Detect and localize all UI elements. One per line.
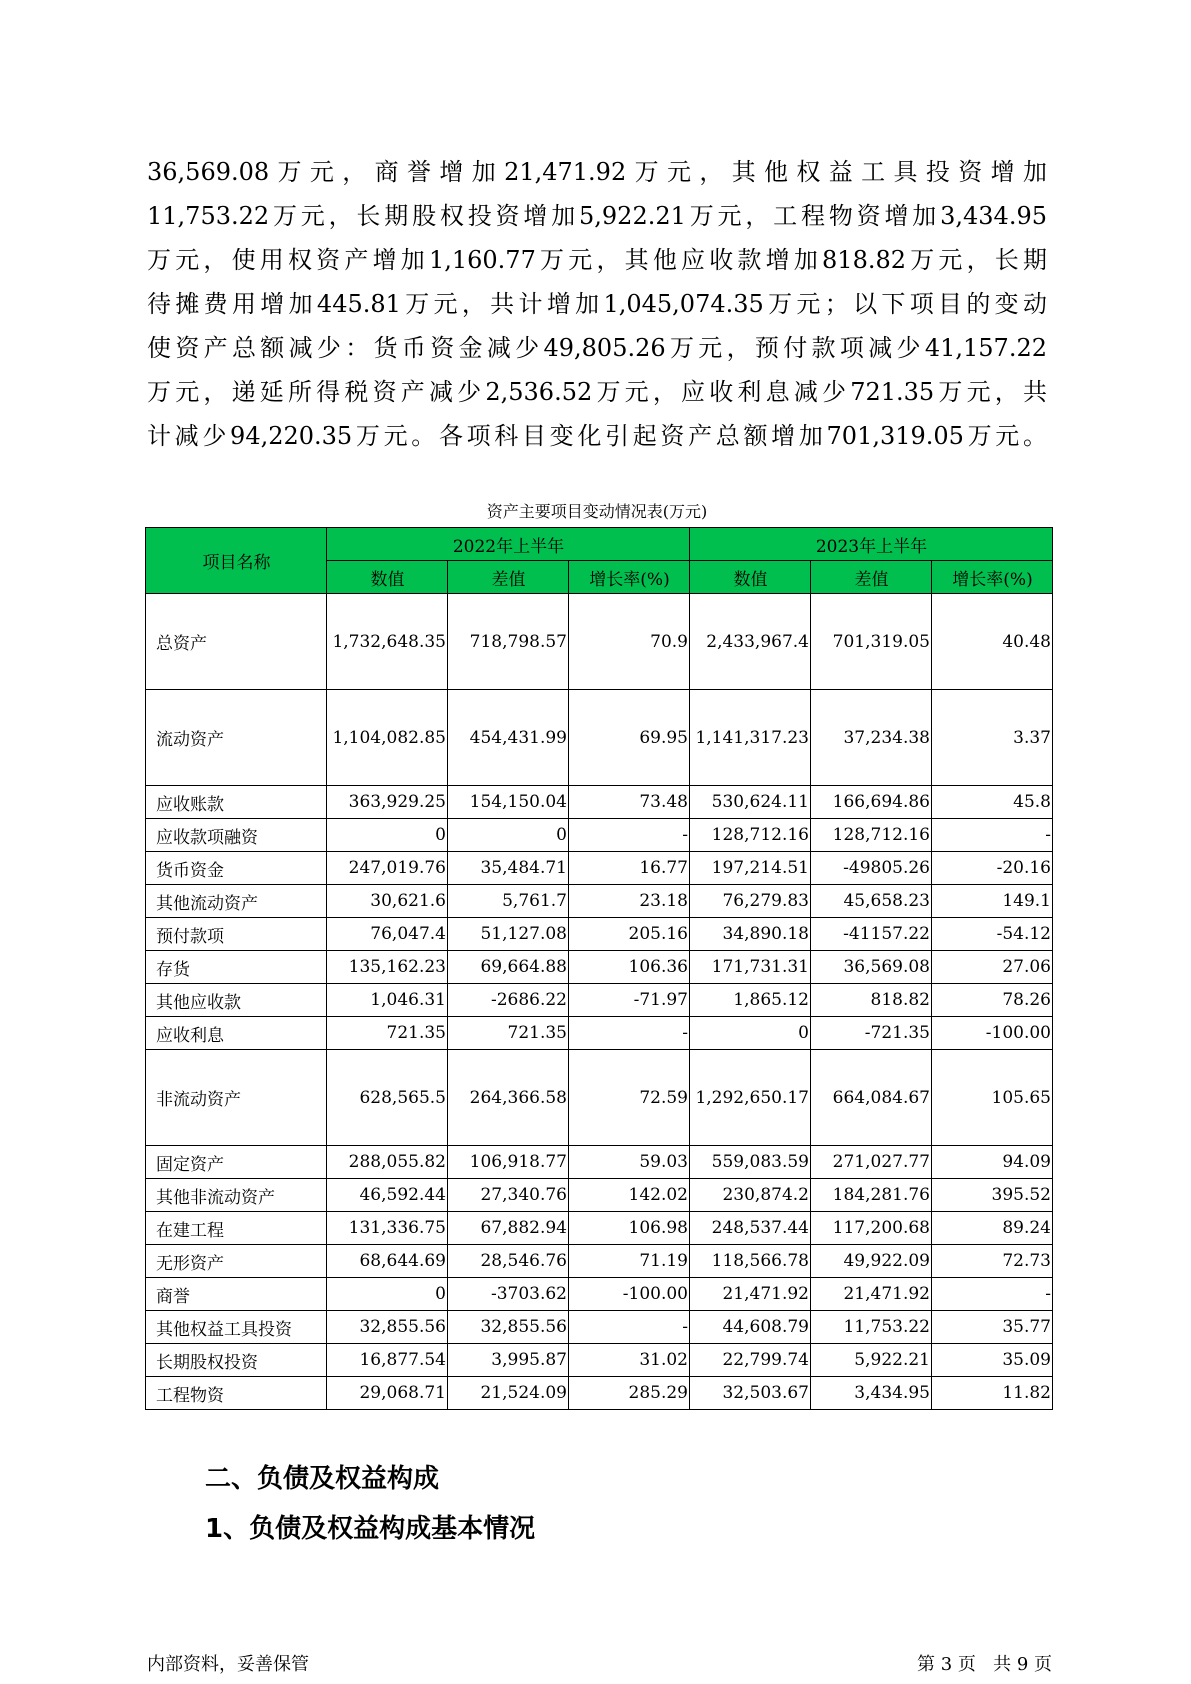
cell-diff-2023: 701,319.05 [811,594,932,690]
table-row [146,918,1053,951]
cell-diff-2023: -721.35 [811,1017,932,1050]
header-growth: 增长率(%) [932,561,1053,594]
cell-growth-2022: - [569,1017,690,1050]
cell-growth-2023: 105.65 [932,1050,1053,1146]
cell-diff-2022: 27,340.76 [448,1179,569,1212]
cell-growth-2022: 72.59 [569,1050,690,1146]
cell-value-2023: 128,712.16 [690,819,811,852]
table-row [146,1212,1053,1245]
cell-value-2022: 721.35 [327,1017,448,1050]
cell-diff-2023: 664,084.67 [811,1050,932,1146]
cell-growth-2023: - [932,819,1053,852]
paragraph-line: 计减少94,220.35万元。各项科目变化引起资产总额增加701,319.05万元。 [147,422,1047,450]
footer-confidential-note: 内部资料，妥善保管 [147,1654,309,1675]
table-row [146,1311,1053,1344]
cell-diff-2023: 184,281.76 [811,1179,932,1212]
cell-value-2022: 32,855.56 [327,1311,448,1344]
cell-growth-2022: 70.9 [569,594,690,690]
cell-value-2022: 76,047.4 [327,918,448,951]
cell-growth-2022: 16.77 [569,852,690,885]
cell-diff-2022: 454,431.99 [448,690,569,786]
cell-value-2022: 288,055.82 [327,1146,448,1179]
row-label: 存货 [146,951,327,984]
table-row [146,819,1053,852]
table-row [146,1017,1053,1050]
cell-diff-2023: 37,234.38 [811,690,932,786]
cell-diff-2022: 32,855.56 [448,1311,569,1344]
cell-diff-2023: 49,922.09 [811,1245,932,1278]
cell-growth-2023: 78.26 [932,984,1053,1017]
paragraph-line: 11,753.22万元，长期股权投资增加5,922.21万元，工程物资增加3,434.95 [147,202,1047,230]
row-label: 应收款项融资 [146,819,327,852]
table-row [146,885,1053,918]
row-label: 工程物资 [146,1377,327,1410]
cell-growth-2023: -54.12 [932,918,1053,951]
cell-diff-2023: 271,027.77 [811,1146,932,1179]
cell-growth-2022: - [569,1311,690,1344]
header-value: 数值 [690,561,811,594]
cell-diff-2023: 3,434.95 [811,1377,932,1410]
cell-value-2022: 0 [327,819,448,852]
cell-value-2022: 1,732,648.35 [327,594,448,690]
cell-growth-2022: 205.16 [569,918,690,951]
cell-value-2022: 135,162.23 [327,951,448,984]
header-period-2023: 2023年上半年 [690,528,1053,561]
cell-diff-2022: -3703.62 [448,1278,569,1311]
cell-growth-2023: 395.52 [932,1179,1053,1212]
cell-value-2022: 628,565.5 [327,1050,448,1146]
cell-growth-2022: 142.02 [569,1179,690,1212]
cell-value-2023: 44,608.79 [690,1311,811,1344]
cell-value-2022: 131,336.75 [327,1212,448,1245]
asset-change-table [145,527,1053,1410]
cell-value-2023: 0 [690,1017,811,1050]
cell-growth-2022: 69.95 [569,690,690,786]
table-row [146,951,1053,984]
cell-value-2023: 22,799.74 [690,1344,811,1377]
table-row [146,786,1053,819]
header-growth: 增长率(%) [569,561,690,594]
table-row [146,1278,1053,1311]
cell-growth-2023: 35.09 [932,1344,1053,1377]
cell-growth-2022: -100.00 [569,1278,690,1311]
row-label: 其他应收款 [146,984,327,1017]
paragraph-line: 万元，递延所得税资产减少2,536.52万元，应收利息减少721.35万元，共 [147,378,1047,406]
table-body [146,594,1053,1410]
header-period-2022: 2022年上半年 [327,528,690,561]
cell-growth-2023: 89.24 [932,1212,1053,1245]
row-label: 非流动资产 [146,1050,327,1146]
row-label: 无形资产 [146,1245,327,1278]
cell-value-2023: 1,141,317.23 [690,690,811,786]
cell-growth-2022: 106.98 [569,1212,690,1245]
cell-growth-2023: 27.06 [932,951,1053,984]
cell-diff-2022: -2686.22 [448,984,569,1017]
cell-value-2023: 118,566.78 [690,1245,811,1278]
cell-diff-2022: 21,524.09 [448,1377,569,1410]
paragraph-line: 36,569.08万元，商誉增加21,471.92万元，其他权益工具投资增加 [147,158,1047,186]
cell-value-2022: 0 [327,1278,448,1311]
cell-growth-2022: 31.02 [569,1344,690,1377]
paragraph-line: 万元，使用权资产增加1,160.77万元，其他应收款增加818.82万元，长期 [147,246,1047,274]
cell-diff-2022: 5,761.7 [448,885,569,918]
cell-growth-2023: 149.1 [932,885,1053,918]
cell-value-2022: 16,877.54 [327,1344,448,1377]
row-label: 在建工程 [146,1212,327,1245]
cell-growth-2022: 285.29 [569,1377,690,1410]
cell-value-2022: 1,046.31 [327,984,448,1017]
cell-growth-2023: 40.48 [932,594,1053,690]
cell-value-2022: 363,929.25 [327,786,448,819]
cell-diff-2022: 0 [448,819,569,852]
table-row [146,852,1053,885]
cell-value-2023: 230,874.2 [690,1179,811,1212]
row-label: 固定资产 [146,1146,327,1179]
table-row [146,984,1053,1017]
cell-growth-2022: 73.48 [569,786,690,819]
cell-value-2022: 247,019.76 [327,852,448,885]
row-label: 应收账款 [146,786,327,819]
cell-diff-2022: 35,484.71 [448,852,569,885]
table-row [146,1050,1053,1146]
section-heading: 二、负债及权益构成 [205,1464,440,1494]
cell-growth-2022: - [569,819,690,852]
cell-value-2023: 248,537.44 [690,1212,811,1245]
cell-growth-2022: 71.19 [569,1245,690,1278]
cell-diff-2022: 3,995.87 [448,1344,569,1377]
cell-value-2023: 197,214.51 [690,852,811,885]
cell-value-2023: 559,083.59 [690,1146,811,1179]
cell-diff-2023: 818.82 [811,984,932,1017]
cell-diff-2023: 128,712.16 [811,819,932,852]
cell-value-2023: 2,433,967.4 [690,594,811,690]
cell-value-2023: 21,471.92 [690,1278,811,1311]
cell-diff-2022: 69,664.88 [448,951,569,984]
row-label: 流动资产 [146,690,327,786]
cell-growth-2022: 23.18 [569,885,690,918]
cell-diff-2023: 5,922.21 [811,1344,932,1377]
cell-diff-2022: 718,798.57 [448,594,569,690]
cell-growth-2023: 45.8 [932,786,1053,819]
table-row [146,1146,1053,1179]
table-row [146,594,1053,690]
row-label: 预付款项 [146,918,327,951]
cell-diff-2023: 36,569.08 [811,951,932,984]
cell-growth-2023: 35.77 [932,1311,1053,1344]
cell-value-2022: 30,621.6 [327,885,448,918]
cell-growth-2022: 59.03 [569,1146,690,1179]
cell-growth-2022: -71.97 [569,984,690,1017]
table-row [146,1377,1053,1410]
header-value: 数值 [327,561,448,594]
cell-value-2022: 1,104,082.85 [327,690,448,786]
cell-diff-2023: -49805.26 [811,852,932,885]
table-caption: 资产主要项目变动情况表(万元) [486,502,708,521]
cell-value-2023: 1,865.12 [690,984,811,1017]
row-label: 其他流动资产 [146,885,327,918]
cell-growth-2023: 72.73 [932,1245,1053,1278]
header-item-name: 项目名称 [146,528,327,594]
cell-growth-2023: 94.09 [932,1146,1053,1179]
cell-diff-2023: 21,471.92 [811,1278,932,1311]
cell-diff-2023: 117,200.68 [811,1212,932,1245]
row-label: 其他权益工具投资 [146,1311,327,1344]
table-row [146,690,1053,786]
cell-diff-2023: 166,694.86 [811,786,932,819]
cell-growth-2022: 106.36 [569,951,690,984]
cell-value-2023: 32,503.67 [690,1377,811,1410]
table-row [146,1179,1053,1212]
cell-growth-2023: 11.82 [932,1377,1053,1410]
cell-value-2023: 76,279.83 [690,885,811,918]
cell-growth-2023: - [932,1278,1053,1311]
row-label: 其他非流动资产 [146,1179,327,1212]
cell-diff-2022: 154,150.04 [448,786,569,819]
cell-diff-2022: 721.35 [448,1017,569,1050]
cell-value-2023: 34,890.18 [690,918,811,951]
body-paragraph [147,150,1047,458]
header-diff: 差值 [811,561,932,594]
row-label: 商誉 [146,1278,327,1311]
cell-diff-2022: 264,366.58 [448,1050,569,1146]
row-label: 长期股权投资 [146,1344,327,1377]
cell-diff-2023: -41157.22 [811,918,932,951]
row-label: 货币资金 [146,852,327,885]
cell-value-2023: 530,624.11 [690,786,811,819]
paragraph-line: 待摊费用增加445.81万元，共计增加1,045,074.35万元；以下项目的变动 [147,290,1047,318]
cell-value-2022: 29,068.71 [327,1377,448,1410]
cell-growth-2023: -100.00 [932,1017,1053,1050]
table-row [146,1344,1053,1377]
cell-growth-2023: 3.37 [932,690,1053,786]
paragraph-line: 使资产总额减少：货币资金减少49,805.26万元，预付款项减少41,157.22 [147,334,1047,362]
subsection-heading: 1、负债及权益构成基本情况 [205,1514,536,1544]
cell-diff-2023: 11,753.22 [811,1311,932,1344]
row-label: 总资产 [146,594,327,690]
cell-value-2023: 1,292,650.17 [690,1050,811,1146]
cell-value-2023: 171,731.31 [690,951,811,984]
footer-page-number: 第 3 页 共 9 页 [917,1654,1052,1675]
cell-diff-2022: 51,127.08 [448,918,569,951]
cell-diff-2023: 45,658.23 [811,885,932,918]
cell-diff-2022: 28,546.76 [448,1245,569,1278]
cell-diff-2022: 106,918.77 [448,1146,569,1179]
header-diff: 差值 [448,561,569,594]
cell-growth-2023: -20.16 [932,852,1053,885]
cell-value-2022: 46,592.44 [327,1179,448,1212]
table-row [146,1245,1053,1278]
cell-value-2022: 68,644.69 [327,1245,448,1278]
row-label: 应收利息 [146,1017,327,1050]
cell-diff-2022: 67,882.94 [448,1212,569,1245]
